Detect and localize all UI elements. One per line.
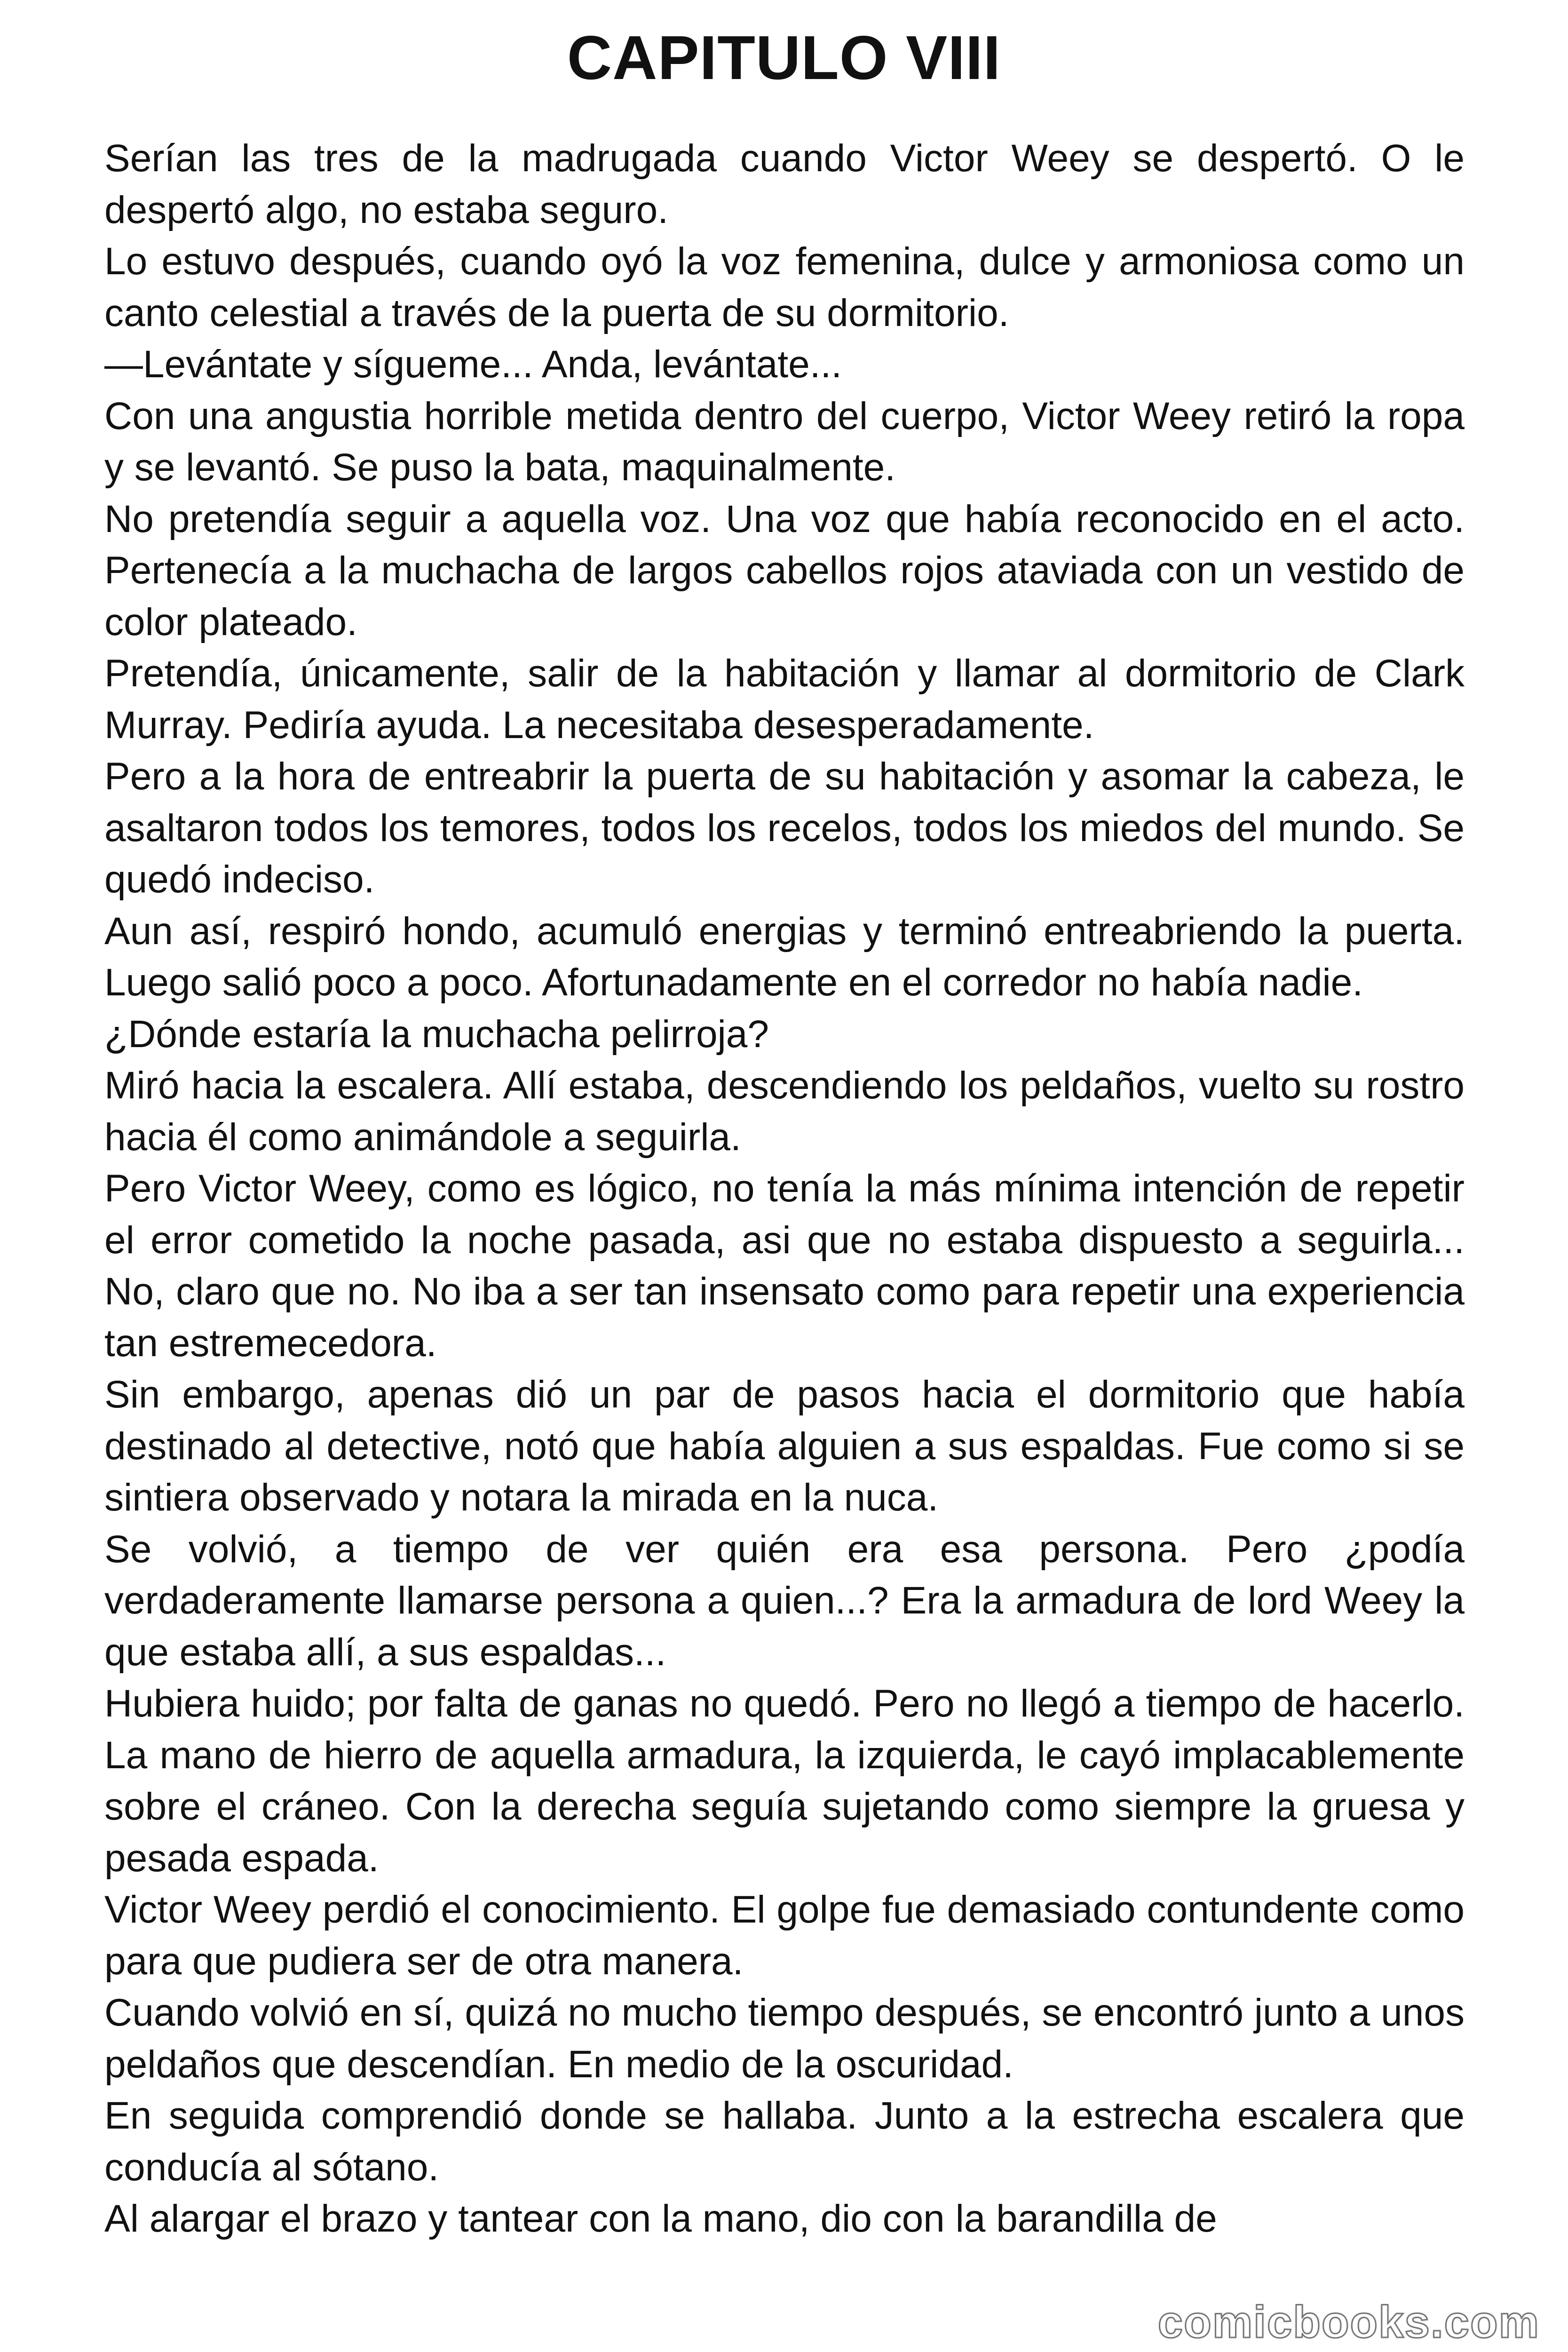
paragraph: Sin embargo, apenas dió un par de pasos hacia el dormitorio que había destinado al detective, notó que había alguien a sus espaldas. Fue como si se sintiera observado y notara la mirada en la nuca. (104, 1373, 1465, 1519)
paragraph: Pretendía, únicamente, salir de la habitación y llamar al dormitorio de Clark Murray. Pediría ayuda. La necesitaba desesperadamente. (104, 652, 1465, 747)
paragraph: Miró hacia la escalera. Allí estaba, descendiendo los peldaños, vuelto su rostro hacia él como animándole a seguirla. (104, 1064, 1465, 1159)
paragraph: Pero a la hora de entreabrir la puerta de su habitación y asomar la cabeza, le asaltaron todos los temores, todos los recelos, todos los miedos del mundo. Se quedó indeciso. (104, 755, 1465, 901)
paragraph: Serían las tres de la madrugada cuando Victor Weey se despertó. O le despertó algo, no estaba seguro. (104, 137, 1465, 231)
paragraph: —Levántate y sígueme... Anda, levántate... (104, 343, 842, 386)
paragraph: Aun así, respiró hondo, acumuló energias y terminó entreabriendo la puerta. Luego salió poco a poco. Afortunadamente en el corredor no había nadie. (104, 909, 1465, 1004)
chapter-title: CAPITULO VIII (567, 23, 1001, 92)
body-text (104, 133, 1465, 2245)
paragraph: Pero Victor Weey, como es lógico, no tenía la más mínima intención de repetir el error cometido la noche pasada, asi que no estaba dispuesto a seguirla... No, claro que no. No iba a ser tan insensato como para repetir una experiencia tan estremecedora. (104, 1167, 1465, 1365)
paragraph: En seguida comprendió donde se hallaba. Junto a la estrecha escalera que conducía al sótano. (104, 2094, 1465, 2189)
paragraph: Cuando volvió en sí, quizá no mucho tiempo después, se encontró junto a unos peldaños que descendían. En medio de la oscuridad. (104, 1991, 1465, 2086)
watermark-logo: comicbooks.com (1157, 2297, 1540, 2347)
paragraph: Hubiera huido; por falta de ganas no quedó. Pero no llegó a tiempo de hacerlo. La mano de hierro de aquella armadura, la izquierda, le cayó implacablemente sobre el cráneo. Con la derecha seguía sujetando como siempre la gruesa y pesada espada. (104, 1682, 1465, 1880)
paragraph: Con una angustia horrible metida dentro del cuerpo, Victor Weey retiró la ropa y se levantó. Se puso la bata, maquinalmente. (104, 394, 1465, 489)
paragraph: Se volvió, a tiempo de ver quién era esa persona. Pero ¿podía verdaderamente llamarse persona a quien...? Era la armadura de lord Weey la que estaba allí, a sus espaldas... (104, 1527, 1465, 1674)
paragraph: Al alargar el brazo y tantear con la mano, dio con la barandilla de (104, 2197, 1217, 2240)
paragraph: No pretendía seguir a aquella voz. Una voz que había reconocido en el acto. Pertenecía a la muchacha de largos cabellos rojos ataviada con un vestido de color plateado. (104, 497, 1465, 644)
paragraph: Victor Weey perdió el conocimiento. El golpe fue demasiado contundente como para que pudiera ser de otra manera. (104, 1888, 1465, 1983)
paragraph: ¿Dónde estaría la muchacha pelirroja? (104, 1012, 769, 1056)
paragraph: Lo estuvo después, cuando oyó la voz femenina, dulce y armoniosa como un canto celestial a través de la puerta de su dormitorio. (104, 240, 1465, 334)
